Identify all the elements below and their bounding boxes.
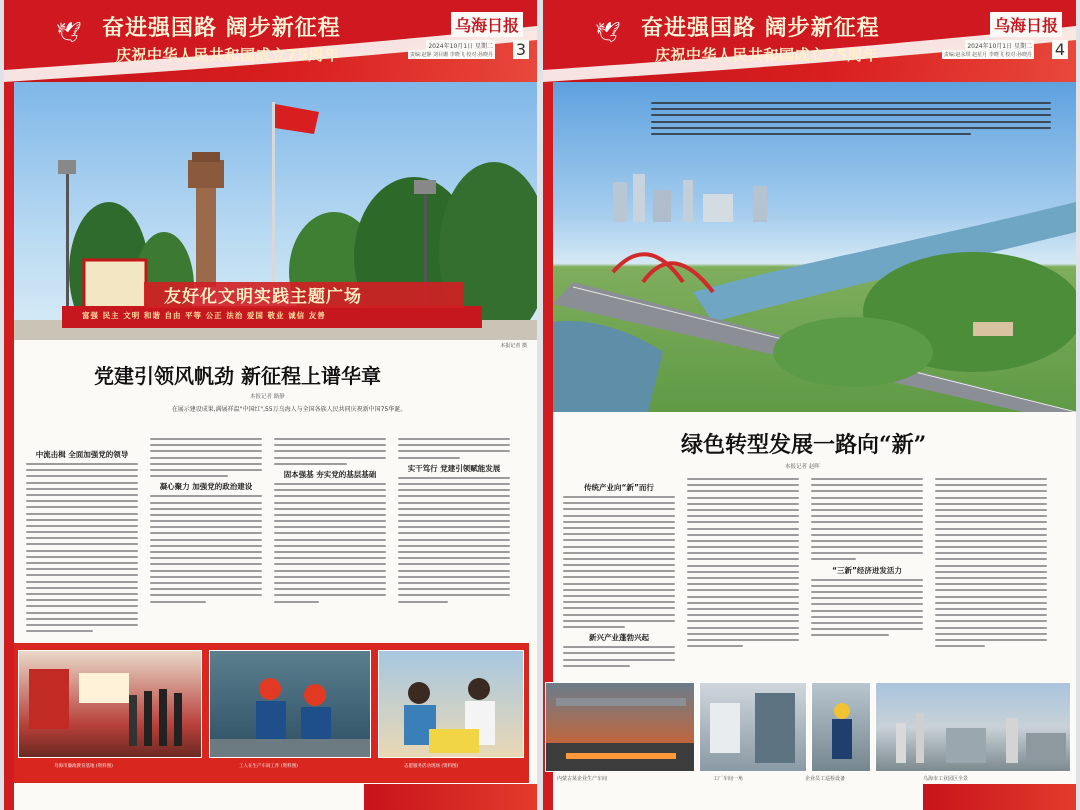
page-slogan: 奋进强国路 阔步新征程 (641, 15, 880, 41)
side-ribbon (4, 82, 14, 810)
section-subhead: 传统产业向“新”而行 (584, 483, 654, 492)
column-text (398, 438, 510, 459)
newspaper-page-3 (4, 0, 537, 810)
column-text (398, 477, 510, 603)
article-byline: 本报记者 赵晖 (785, 464, 820, 470)
anniversary-title: 庆祝中华人民共和国成立75周年 (116, 46, 340, 64)
masthead-banner (543, 0, 1076, 82)
column-text (811, 478, 923, 560)
column-text (563, 496, 675, 628)
photo-sign-values: 富强 民主 文明 和谐 自由 平等 公正 法治 爱国 敬业 诚信 友善 (82, 311, 326, 320)
page-number: 3 (513, 40, 529, 59)
column-text (26, 463, 138, 632)
bottom-caption-2: 工人在生产车间工作 (资料图) (239, 764, 298, 769)
newspaper-name: 乌海日报 (451, 12, 523, 37)
issue-date: 2024年10月1日 星期二 (965, 40, 1034, 51)
dove-icon: 🕊 (56, 20, 82, 44)
bottom-photo-workshop (699, 682, 807, 772)
bottom-photo-workers (209, 650, 371, 758)
bottom-photo-volunteers (378, 650, 524, 758)
article-column-2 (687, 478, 799, 651)
bottom-ribbon (364, 784, 537, 810)
bottom-ribbon (923, 784, 1076, 810)
section-subhead: “三新”经济迸发活力 (832, 565, 902, 575)
overlay-text-lines (651, 102, 1051, 135)
bottom-caption-3: 志愿服务活动现场 (资料图) (404, 764, 459, 769)
article-column-2 (150, 438, 262, 607)
editor-credits: 责编:赵永琪 赵星月 李晓飞 校对:孙晓丹 (943, 52, 1032, 58)
bottom-caption-1: 乌海市廉政教育基地 (资料图) (54, 764, 113, 769)
article-column-4 (935, 478, 1047, 651)
column-text (274, 483, 386, 603)
column-text (563, 646, 675, 667)
article-column-3 (811, 478, 923, 641)
section-subhead: 中流击楫 全面加强党的领导 (35, 450, 129, 459)
article-lead: 在展示建设成果,满展祥温"中国红",55万乌海人与全国各族人民共同庆祝新中国75华诞。 (171, 406, 407, 413)
bottom-photo-inspector (811, 682, 871, 772)
photo-sign-title: 友好化文明实践主题广场 (164, 287, 362, 307)
page-number: 4 (1052, 40, 1068, 59)
article-column-1 (26, 445, 138, 636)
editor-credits: 责编:赵静 刘目姗 李晓飞 校对:孙晓丹 (409, 52, 493, 58)
column-text (150, 438, 262, 477)
column-text (150, 495, 262, 602)
bottom-caption-2: 工厂车间一角 (713, 776, 744, 782)
newspaper-name: 乌海日报 (990, 12, 1062, 37)
article-column-3 (274, 438, 386, 607)
bottom-caption-3: 企业员工巡检设备 (805, 776, 846, 782)
dove-icon: 🕊 (595, 20, 621, 44)
bottom-photo-exhibition (18, 650, 202, 758)
bottom-photo-industrial-park (875, 682, 1071, 772)
column-text (811, 579, 923, 637)
square-photo (14, 82, 537, 340)
article-column-1 (563, 478, 675, 671)
anniversary-title: 庆祝中华人民共和国成立75周年 (655, 46, 879, 64)
bottom-photo-steel-plant (545, 682, 695, 772)
photo-caption: 本报记者 摄 (500, 343, 527, 349)
masthead-banner (4, 0, 537, 82)
column-text (935, 478, 1047, 647)
section-subhead: 新兴产业蓬勃兴起 (589, 633, 649, 643)
photo-overlay-text (651, 102, 1051, 139)
bottom-caption-4: 乌海市工业园区全景 (923, 776, 969, 782)
article-column-4 (398, 438, 510, 607)
aerial-city-photo (553, 82, 1076, 412)
article-headline: 党建引领风帆劲 新征程上谱华章 (94, 364, 381, 388)
page-slogan: 奋进强国路 阔步新征程 (102, 15, 341, 41)
section-subhead: 实干笃行 党建引领赋能发展 (407, 463, 501, 473)
section-subhead: 固本强基 夯实党的基层基础 (283, 469, 377, 479)
column-text (274, 438, 386, 465)
bottom-caption-1: 内蒙古某企业生产车间 (557, 776, 608, 782)
column-text (687, 478, 799, 647)
newspaper-page-4 (543, 0, 1076, 810)
article-headline: 绿色转型发展一路向“新” (681, 432, 927, 458)
article-byline: 本报记者 路静 (250, 394, 285, 400)
section-subhead: 凝心聚力 加强党的政治建设 (159, 482, 253, 492)
issue-date: 2024年10月1日 星期二 (426, 40, 495, 51)
